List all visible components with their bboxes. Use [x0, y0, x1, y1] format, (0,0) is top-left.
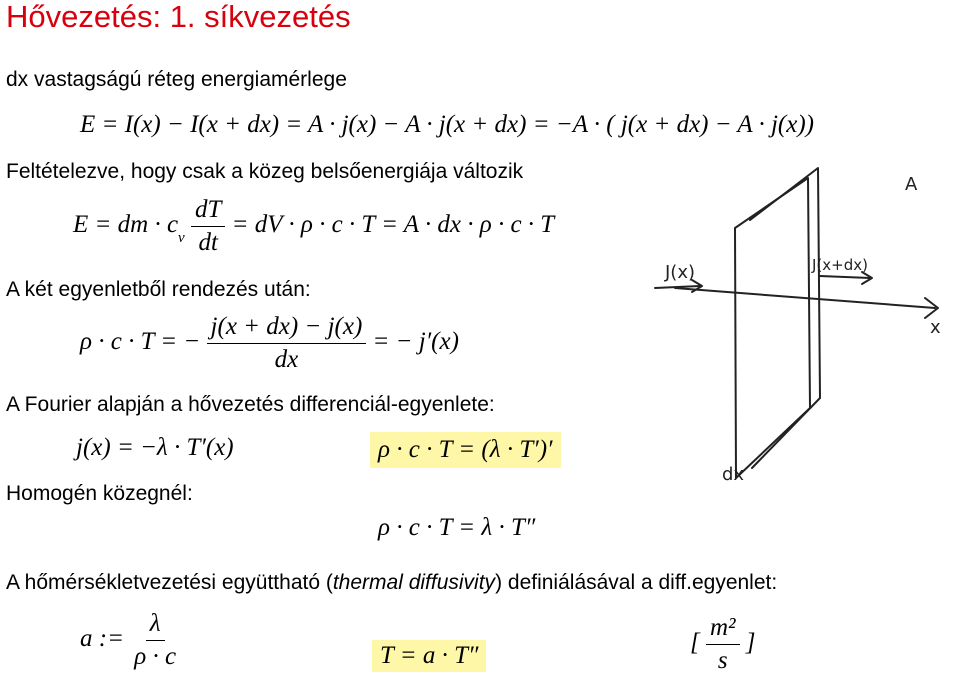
eq3-num: j(x + dx) − j(x)	[207, 313, 367, 344]
eq3-fraction	[207, 313, 367, 374]
unit-den: s	[717, 647, 728, 674]
l6-post: ) definiálásával a diff.egyenlet:	[495, 571, 778, 594]
l6-italic: thermal diffusivity	[332, 571, 496, 594]
eq7-fraction	[130, 610, 180, 671]
label-jx: J(x)	[665, 262, 696, 283]
text-rearranged: A két egyenletből rendezés után:	[6, 278, 311, 301]
x-axis-arrow	[675, 288, 935, 308]
eq2-den: dt	[198, 229, 218, 256]
eq2-left: E = dm · c	[73, 211, 179, 239]
text-energy-balance: dx vastagságú réteg energiamérlege	[6, 68, 347, 91]
label-dx: dx	[722, 464, 745, 485]
unit-expression	[690, 614, 756, 675]
label-jxdx: J(x+dx)	[812, 256, 868, 274]
eq2-right: = dV · ρ · c · T = A · dx · ρ · c · T	[231, 211, 555, 239]
equation-rearranged	[80, 313, 459, 374]
unit-num: m²	[706, 614, 740, 645]
eq3-left: ρ · c · T = −	[80, 328, 201, 356]
equation-diffusivity-def	[80, 610, 180, 671]
eq2-fraction	[191, 196, 225, 257]
unit-fraction	[706, 614, 740, 675]
equation-fourier: j(x) = −λ · T′(x)	[76, 434, 234, 461]
arrow-jxdx	[820, 276, 870, 278]
eq3-right: = − j′(x)	[372, 328, 459, 356]
unit-close: ]	[745, 629, 756, 657]
equation-diffusion-highlight: T = a · T″	[372, 640, 486, 672]
equation-heat-highlight: ρ · c · T = (λ · T′)′	[370, 432, 561, 468]
eq2-num: dT	[191, 196, 225, 227]
equation-internal-energy	[73, 196, 554, 257]
label-a: A	[905, 174, 918, 195]
equation-energy-balance: E = I(x) − I(x + dx) = A · j(x) − A · j(x + dx) = −A · ( j(x + dx) − A · j(x))	[80, 111, 814, 138]
text-homogeneous: Homogén közegnél:	[6, 482, 193, 505]
slab-sketch	[640, 158, 955, 498]
plane-left	[735, 178, 810, 478]
eq3-den: dx	[274, 346, 299, 373]
text-fourier: A Fourier alapján a hővezetés differenciál-egyenlete:	[6, 393, 495, 416]
equation-homogeneous: ρ · c · T = λ · T″	[378, 514, 536, 541]
text-assumption: Feltételezve, hogy csak a közeg belsőenergiája változik	[6, 160, 524, 183]
unit-open: [	[690, 629, 700, 657]
eq2-sub: v	[178, 230, 185, 247]
eq7-left: a :=	[80, 625, 124, 653]
label-x: x	[930, 317, 941, 338]
arrow-jx	[655, 286, 700, 288]
eq7-num: λ	[146, 610, 165, 641]
l6-pre: A hőmérsékletvezetési együttható (	[6, 571, 333, 594]
text-diffusivity	[6, 571, 777, 595]
eq7-den: ρ · c	[134, 643, 177, 670]
page-title: Hővezetés: 1. síkvezetés	[6, 0, 351, 34]
